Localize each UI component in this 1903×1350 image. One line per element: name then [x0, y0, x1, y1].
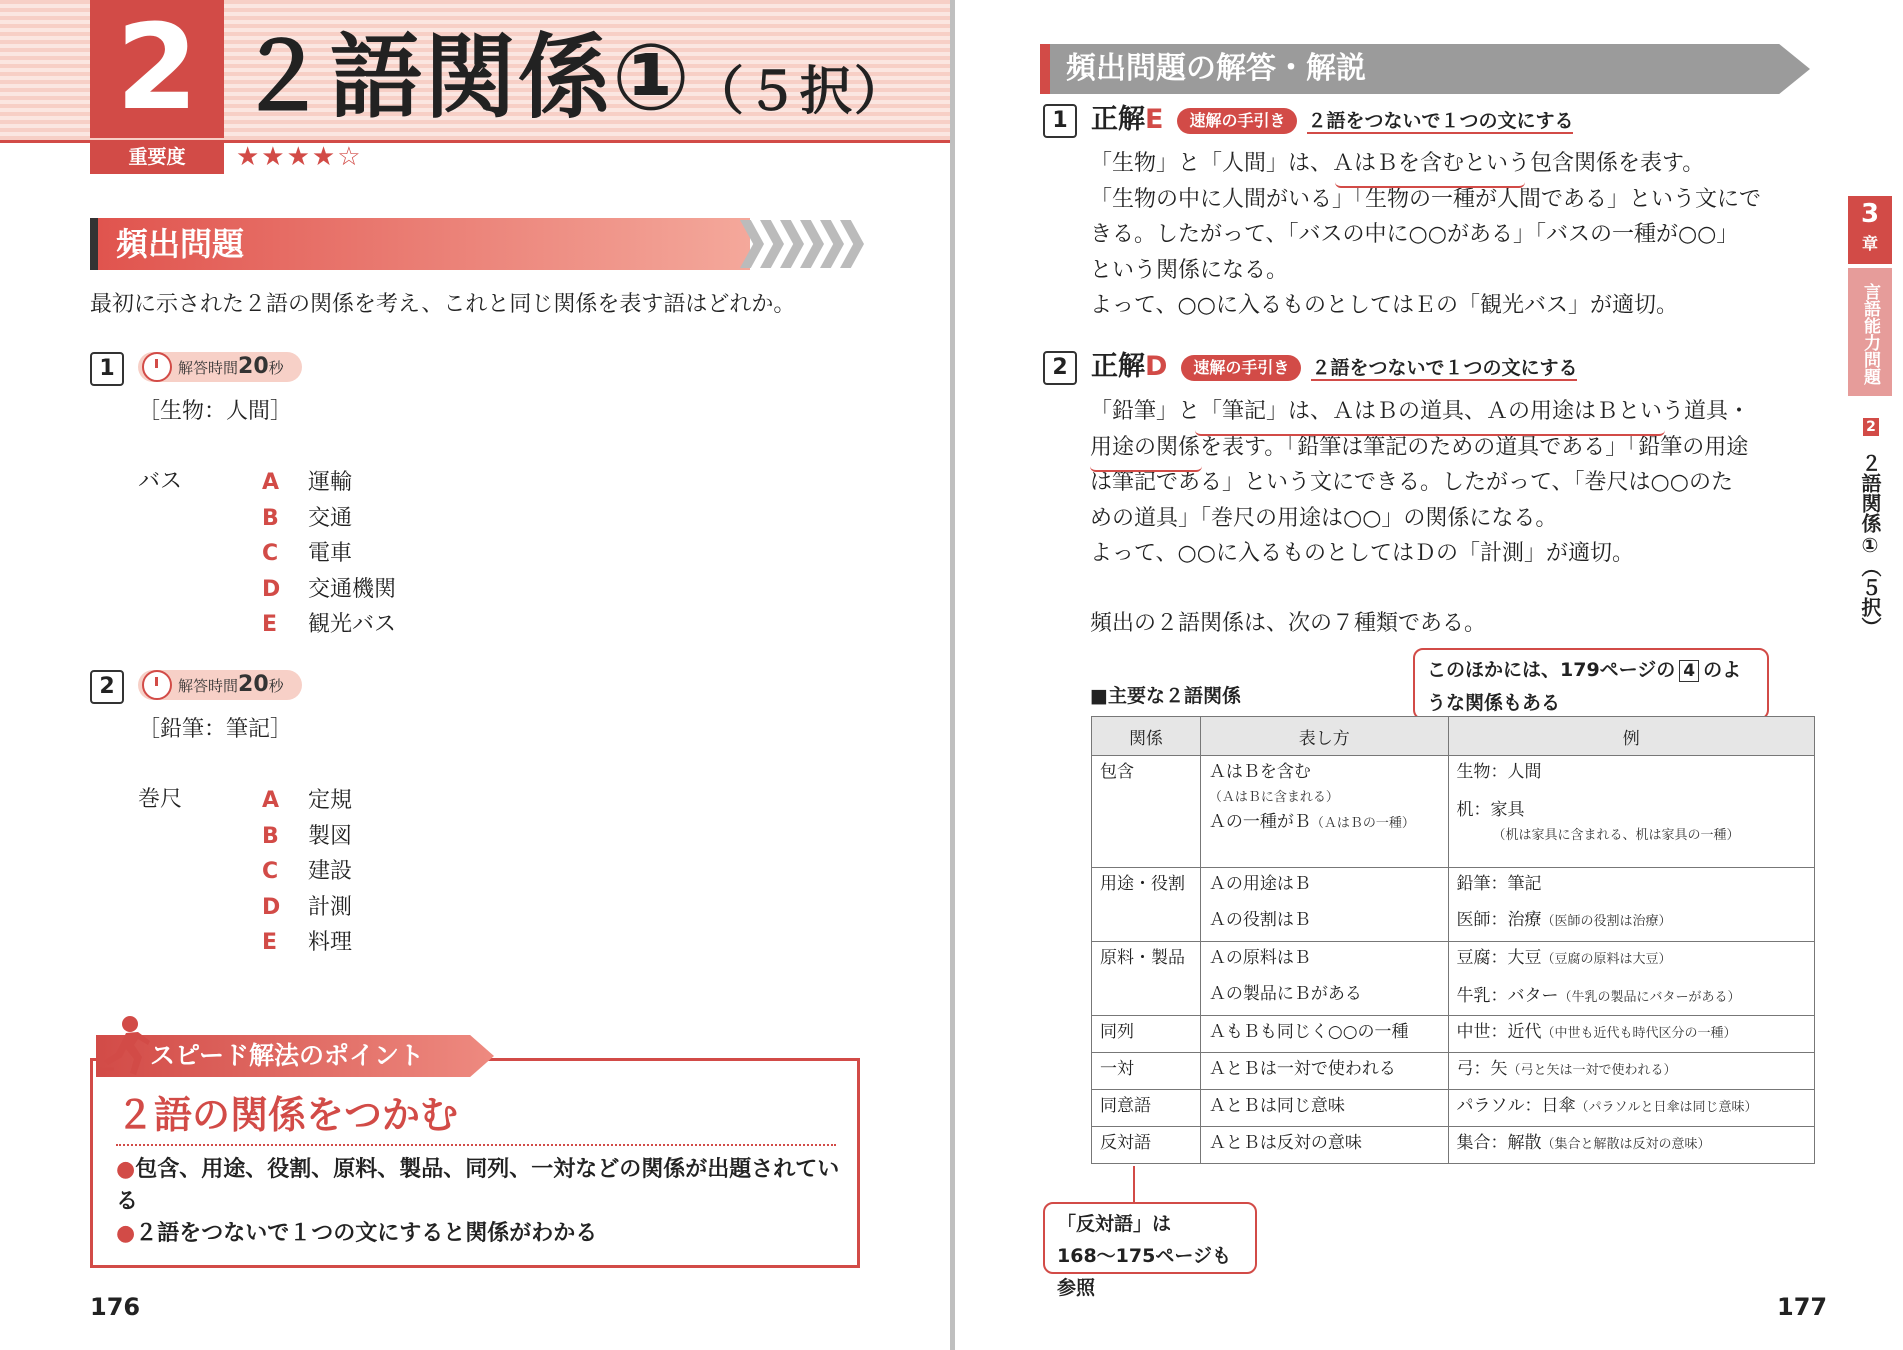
instruction: 最初に示された２語の関係を考え、これと同じ関係を表す語はどれか。 [90, 292, 796, 317]
answer-heading: 正解E 速解の手引き ２語をつないで１つの文にする [1091, 104, 1574, 135]
column-header: 例 [1448, 717, 1814, 756]
timer-value: 20 [238, 672, 269, 697]
page-number: 177 [1777, 1293, 1828, 1321]
title-main: ２語関係① [236, 24, 692, 131]
hint-text: ２語をつないで１つの文にする [1307, 109, 1574, 132]
dotted-divider [116, 1144, 836, 1146]
explanation-line: 用途の関係を表す。「鉛筆は筆記のための道具である」「鉛筆の用途 [1090, 434, 1749, 460]
table-row: 用途・役割 Ａの用途はＢ Ａの役割はＢ 鉛筆：筆記 医師：治療（医師の役割は治療） [1092, 868, 1815, 942]
clock-icon [142, 352, 172, 382]
option[interactable]: B 製図 [262, 823, 353, 849]
table-row: 原料・製品 Ａの原料はＢ Ａの製品にＢがある 豆腐：大豆（豆腐の原料は大豆） 牛乳：バター（牛乳の製品にバターがある） [1092, 942, 1815, 1016]
bullet-dot-icon: ● [116, 1221, 136, 1246]
question-pair: ［鉛筆：筆記］ [138, 717, 293, 742]
left-page [0, 0, 950, 1350]
question-word: バス [138, 469, 183, 494]
answers-bar-edge [1040, 44, 1050, 94]
option-list [262, 783, 352, 961]
page-title [236, 18, 908, 152]
timer-unit: 秒 [268, 677, 284, 695]
timer-label: 解答時間 [178, 677, 239, 695]
speed-point-bullet: ●２語をつないで１つの文にすると関係がわかる [116, 1221, 598, 1246]
table-row: 同意語 ＡとＢは同じ意味 パラソル：日傘（パラソルと日傘は同じ意味） [1092, 1090, 1815, 1127]
column-header: 関係 [1092, 717, 1201, 756]
hint-text: ２語をつないで１つの文にする [1311, 356, 1578, 379]
answers-heading: 頻出問題の解答・解説 [1066, 51, 1366, 86]
section-bar-edge [90, 218, 98, 270]
answer-number: 2 [1043, 351, 1077, 385]
title-suffix: （５択） [691, 62, 908, 122]
timer-label: 解答時間 [178, 359, 239, 377]
table-row: 同列 ＡもＢも同じく○○の一種 中世：近代（中世も近代も時代区分の一種） [1092, 1016, 1815, 1053]
option-list [262, 465, 396, 643]
explanation [1090, 146, 1810, 324]
runner-icon [96, 1015, 152, 1077]
answer-heading: 正解D 速解の手引き ２語をつないで１つの文にする [1091, 351, 1578, 382]
option[interactable]: C 電車 [262, 541, 353, 566]
answer-number: 1 [1043, 104, 1077, 138]
question-number: 2 [90, 670, 124, 704]
option[interactable]: E 料理 [262, 930, 353, 955]
option[interactable]: A 定規 [262, 788, 353, 813]
page-number: 176 [90, 1293, 141, 1321]
callout-bottom: 「反対語」は 168～175ページも参照 [1043, 1202, 1257, 1274]
table-row: 反対語 ＡとＢは反対の意味 集合：解散（集合と解散は反対の意味） [1092, 1127, 1815, 1164]
table-row: 包含 ＡはＢを含む（ＡはＢに含まれる） Ａの一種がＢ（ＡはＢの一種） 生物：人間 机：家具 （机は家具に含まれる、机は家具の一種） [1092, 756, 1815, 868]
option[interactable]: B 交通 [262, 505, 353, 531]
speed-point-label: スピード解法のポイント [150, 1041, 425, 1070]
explanation-line: 「生物」と「人間」は、ＡはＢを含むという包含関係を表す。 [1090, 151, 1705, 176]
clock-icon [142, 670, 172, 700]
explanation-line: は筆記である」という文にできる。したがって、「巻尺は○○のた [1090, 470, 1733, 495]
table-caption: ■主要な２語関係 [1090, 685, 1241, 707]
timer-value: 20 [238, 354, 269, 379]
right-page [955, 0, 1903, 1350]
section-number: 2 [90, 0, 224, 138]
explanation-line: よって、○○に入るものとしてはＤの「計測」が適切。 [1090, 541, 1634, 566]
hint-pill: 速解の手引き [1177, 108, 1297, 134]
sub-number: 2 [1863, 418, 1879, 436]
chapter-tab[interactable]: 3 章 [1848, 196, 1892, 264]
emphasis-underline [1090, 462, 1202, 472]
option[interactable]: E 観光バス [262, 612, 397, 637]
answer-letter: D [1145, 351, 1168, 382]
importance-stars: ★★★★☆ [236, 142, 363, 172]
speed-point-title: ２語の関係をつかむ [116, 1093, 459, 1137]
timer-badge [138, 352, 302, 382]
summary: 頻出の２語関係は、次の７種類である。 [1090, 611, 1487, 636]
explanation-line: 「鉛筆」と「筆記」は、ＡはＢの道具、Ａの用途はＢという道具・ [1090, 399, 1751, 424]
option[interactable]: D 交通機関 [262, 576, 397, 602]
question-pair: ［生物：人間］ [138, 399, 293, 424]
sub-title: ２語関係①（５択） [1858, 453, 1882, 637]
explanation-line: という関係になる。 [1090, 257, 1289, 283]
explanation-line: 「生物の中に人間がいる」「生物の一種が人間である」という文にで [1090, 186, 1762, 212]
emphasis-underline [1195, 426, 1665, 436]
ref-number-box: 4 [1679, 660, 1699, 682]
table-row: 一対 ＡとＢは一対で使われる 弓：矢（弓と矢は一対で使われる） [1092, 1053, 1815, 1090]
explanation [1090, 394, 1810, 572]
option[interactable]: C 建設 [262, 859, 353, 884]
relations-table [1091, 716, 1815, 1164]
speed-point-bullet: ●包含、用途、役割、原料、製品、同列、一対などの関係が出題されている [116, 1157, 840, 1214]
callout-pointer [1133, 1166, 1135, 1204]
callout-top: このほかには、179ページの 4 のような関係もある [1413, 648, 1769, 720]
explanation-line: めの道具」「巻尺の用途は○○」の関係になる。 [1090, 505, 1558, 531]
timer-badge [138, 670, 302, 700]
emphasis-underline [1335, 178, 1525, 188]
bullet-dot-icon: ● [116, 1157, 136, 1182]
question-number: 1 [90, 352, 124, 386]
option[interactable]: D 計測 [262, 894, 353, 920]
answer-letter: E [1145, 104, 1164, 135]
chapter-name: 言語能力問題 [1860, 283, 1880, 385]
explanation-line: きる。したがって、「バスの中に○○がある」「バスの一種が○○」 [1090, 222, 1739, 247]
question-word: 巻尺 [138, 787, 183, 812]
option[interactable]: A 運輸 [262, 470, 353, 495]
section-heading: 頻出問題 [116, 225, 245, 263]
column-header: 表し方 [1200, 717, 1448, 756]
explanation-line: よって、○○に入るものとしてはＥの「観光バス」が適切。 [1090, 293, 1678, 318]
table-header-row [1092, 717, 1815, 756]
hint-pill: 速解の手引き [1181, 355, 1301, 381]
importance-label: 重要度 [90, 140, 224, 174]
timer-unit: 秒 [268, 359, 284, 377]
